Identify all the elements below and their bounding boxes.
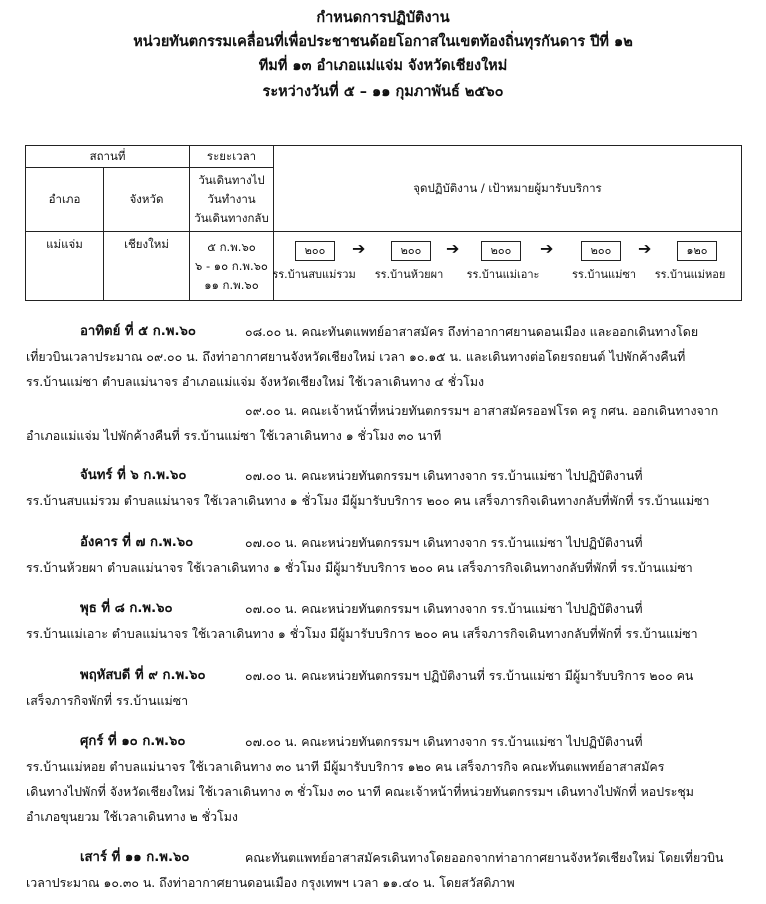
col-district-header: อำเภอ	[26, 168, 104, 232]
day-wed-label: พุธ ที่ ๘ ก.พ.๖๐	[80, 601, 173, 616]
target-box: ๒๐๐	[581, 241, 621, 261]
day-sun-line-5: อำเภอแม่แจ่ม ไปพักค้างคืนที่ รร.บ้านแม่ซา ใช้เวลาเดินทาง ๑ ชั่วโมง ๓๐ นาที	[26, 428, 442, 443]
col-target-header: จุดปฏิบัติงาน / เป้าหมายผู้มารับบริการ	[274, 146, 742, 232]
province-cell: เชียงใหม่	[104, 232, 190, 301]
route-stop: รร.บ้านแม่หอย	[654, 268, 726, 281]
time-sub-go: วันเดินทางไป	[198, 173, 265, 187]
route-stop: รร.บ้านสบแม่รวม	[272, 268, 356, 281]
day-tue-line-2: รร.บ้านห้วยผา ตำบลแม่นาจร ใช้เวลาเดินทาง ๑ ชั่วโมง มีผู้มารับบริการ ๒๐๐ คน เสร็จภารกิจเดินทางกลับที่พักที่ รร.บ้านแม่ซา	[26, 560, 693, 575]
day-wed-line-1: ๐๗.๐๐ น. คณะหน่วยทันตกรรมฯ เดินทางจาก รร.บ้านแม่ซา ไปปฏิบัติงานที่	[245, 601, 643, 616]
col-province-header: จังหวัด	[104, 168, 190, 232]
district-cell: แม่แจ่ม	[26, 232, 104, 301]
time-sub-return: วันเดินทางกลับ	[194, 211, 269, 225]
time-sub-work: วันทำงาน	[207, 192, 256, 206]
doc-title: กำหนดการปฏิบัติงาน	[316, 10, 450, 26]
day-sun-label: อาทิตย์ ที่ ๕ ก.พ.๖๐	[80, 324, 196, 339]
day-thu-line-1: ๐๗.๐๐ น. คณะหน่วยทันตกรรมฯ ปฏิบัติงานที่ รร.บ้านแม่ซา มีผู้มารับบริการ ๒๐๐ คน	[245, 668, 694, 683]
day-sun-line-2: เที่ยวบินเวลาประมาณ ๐๙.๐๐ น. ถึงท่าอากาศยานจังหวัดเชียงใหม่ เวลา ๑๐.๑๕ น. และเดินทางต่อโดยรถยนต์ ไปพักค้างคืนที่	[26, 349, 686, 364]
day-fri-line-3: เดินทางไปพักที่ จังหวัดเชียงใหม่ ใช้เวลาเดินทาง ๓ ชั่วโมง ๓๐ นาที คณะเจ้าหน้าที่หน่วยทันตกรรมฯ เดินทางไปพักที่ หอประชุม	[26, 784, 694, 799]
arrow-right-icon: ➔	[352, 239, 366, 258]
date-work: ๖ - ๑๐ ก.พ.๖๐	[195, 258, 268, 273]
route-stop: รร.บ้านห้วยผา	[374, 268, 444, 281]
day-sat-line-2: เวลาประมาณ ๑๐.๓๐ น. ถึงท่าอากาศยานดอนเมือง กรุงเทพฯ เวลา ๑๑.๔๐ น. โดยสวัสดิภาพ	[26, 875, 515, 890]
schedule-table	[25, 145, 742, 301]
target-box: ๒๐๐	[391, 241, 431, 261]
unit-title: หน่วยทันตกรรมเคลื่อนที่เพื่อประชาชนด้อยโอกาสในเขตท้องถิ่นทุรกันดาร ปีที่ ๑๒	[133, 34, 633, 50]
day-fri-line-2: รร.บ้านแม่หอย ตำบลแม่นาจร ใช้เวลาเดินทาง ๓๐ นาที มีผู้มารับบริการ ๑๒๐ คน เสร็จภารกิจ คณะทันตแพทย์อาสาสมัคร	[26, 759, 665, 774]
day-sun-line-3: รร.บ้านแม่ซา ตำบลแม่นาจร อำเภอแม่แจ่ม จังหวัดเชียงใหม่ ใช้เวลาเดินทาง ๔ ชั่วโมง	[26, 374, 485, 389]
route-stop: รร.บ้านแม่เอาะ	[466, 268, 540, 281]
dates-cell	[190, 232, 274, 301]
target-box: ๒๐๐	[481, 241, 521, 261]
day-sat-label: เสาร์ ที่ ๑๑ ก.พ.๖๐	[80, 850, 190, 865]
route-cell	[274, 232, 742, 301]
day-sun-line-4: ๐๙.๐๐ น. คณะเจ้าหน้าที่หน่วยทันตกรรมฯ อาสาสมัครออฟโรด ครู กศน. ออกเดินทางจาก	[245, 403, 719, 418]
day-tue-line-1: ๐๗.๐๐ น. คณะหน่วยทันตกรรมฯ เดินทางจาก รร.บ้านแม่ซา ไปปฏิบัติงานที่	[245, 535, 643, 550]
target-box: ๒๐๐	[295, 241, 335, 261]
day-fri-line-1: ๐๗.๐๐ น. คณะหน่วยทันตกรรมฯ เดินทางจาก รร.บ้านแม่ซา ไปปฏิบัติงานที่	[245, 734, 643, 749]
day-mon-line-2: รร.บ้านสบแม่รวม ตำบลแม่นาจร ใช้เวลาเดินทาง ๑ ชั่วโมง มีผู้มารับบริการ ๒๐๐ คน เสร็จภารกิจเดินทางกลับที่พักที่ รร.บ้านแม่ซา	[26, 493, 710, 508]
route-stop: รร.บ้านแม่ซา	[572, 268, 637, 281]
day-wed-line-2: รร.บ้านแม่เอาะ ตำบลแม่นาจร ใช้เวลาเดินทาง ๑ ชั่วโมง มีผู้มารับบริการ ๒๐๐ คน เสร็จภารกิจเดินทางกลับที่พักที่ รร.บ้านแม่ซา	[26, 626, 698, 641]
target-box: ๑๒๐	[677, 241, 717, 261]
arrow-right-icon: ➔	[638, 239, 652, 258]
day-tue-label: อังคาร ที่ ๗ ก.พ.๖๐	[80, 535, 194, 550]
date-return: ๑๑ ก.พ.๖๐	[204, 277, 259, 292]
period-title: ระหว่างวันที่ ๕ – ๑๑ กุมภาพันธ์ ๒๕๖๐	[262, 84, 504, 100]
col-place-header: สถานที่	[26, 146, 190, 168]
location-title: ทีมที่ ๑๓ อำเภอแม่แจ่ม จังหวัดเชียงใหม่	[258, 58, 508, 74]
col-time-sub	[190, 168, 274, 232]
day-mon-line-1: ๐๗.๐๐ น. คณะหน่วยทันตกรรมฯ เดินทางจาก รร.บ้านแม่ซา ไปปฏิบัติงานที่	[245, 468, 643, 483]
arrow-right-icon: ➔	[446, 239, 460, 258]
day-mon-label: จันทร์ ที่ ๖ ก.พ.๖๐	[80, 468, 187, 483]
date-go: ๕ ก.พ.๖๐	[207, 239, 256, 254]
col-time-header: ระยะเวลา	[190, 146, 274, 168]
day-sat-line-1: คณะทันตแพทย์อาสาสมัครเดินทางโดยออกจากท่าอากาศยานจังหวัดเชียงใหม่ โดยเที่ยวบิน	[245, 850, 724, 865]
arrow-right-icon: ➔	[540, 239, 554, 258]
day-fri-label: ศุกร์ ที่ ๑๐ ก.พ.๖๐	[80, 734, 186, 749]
route-diagram	[274, 235, 741, 297]
day-thu-label: พฤหัสบดี ที่ ๙ ก.พ.๖๐	[80, 668, 206, 683]
day-sun-line-1: ๐๘.๐๐ น. คณะทันตแพทย์อาสาสมัคร ถึงท่าอากาศยานดอนเมือง และออกเดินทางโดย	[245, 324, 699, 339]
day-thu-line-2: เสร็จภารกิจพักที่ รร.บ้านแม่ซา	[26, 693, 189, 708]
day-fri-line-4: อำเภอขุนยวม ใช้เวลาเดินทาง ๒ ชั่วโมง	[26, 809, 238, 824]
